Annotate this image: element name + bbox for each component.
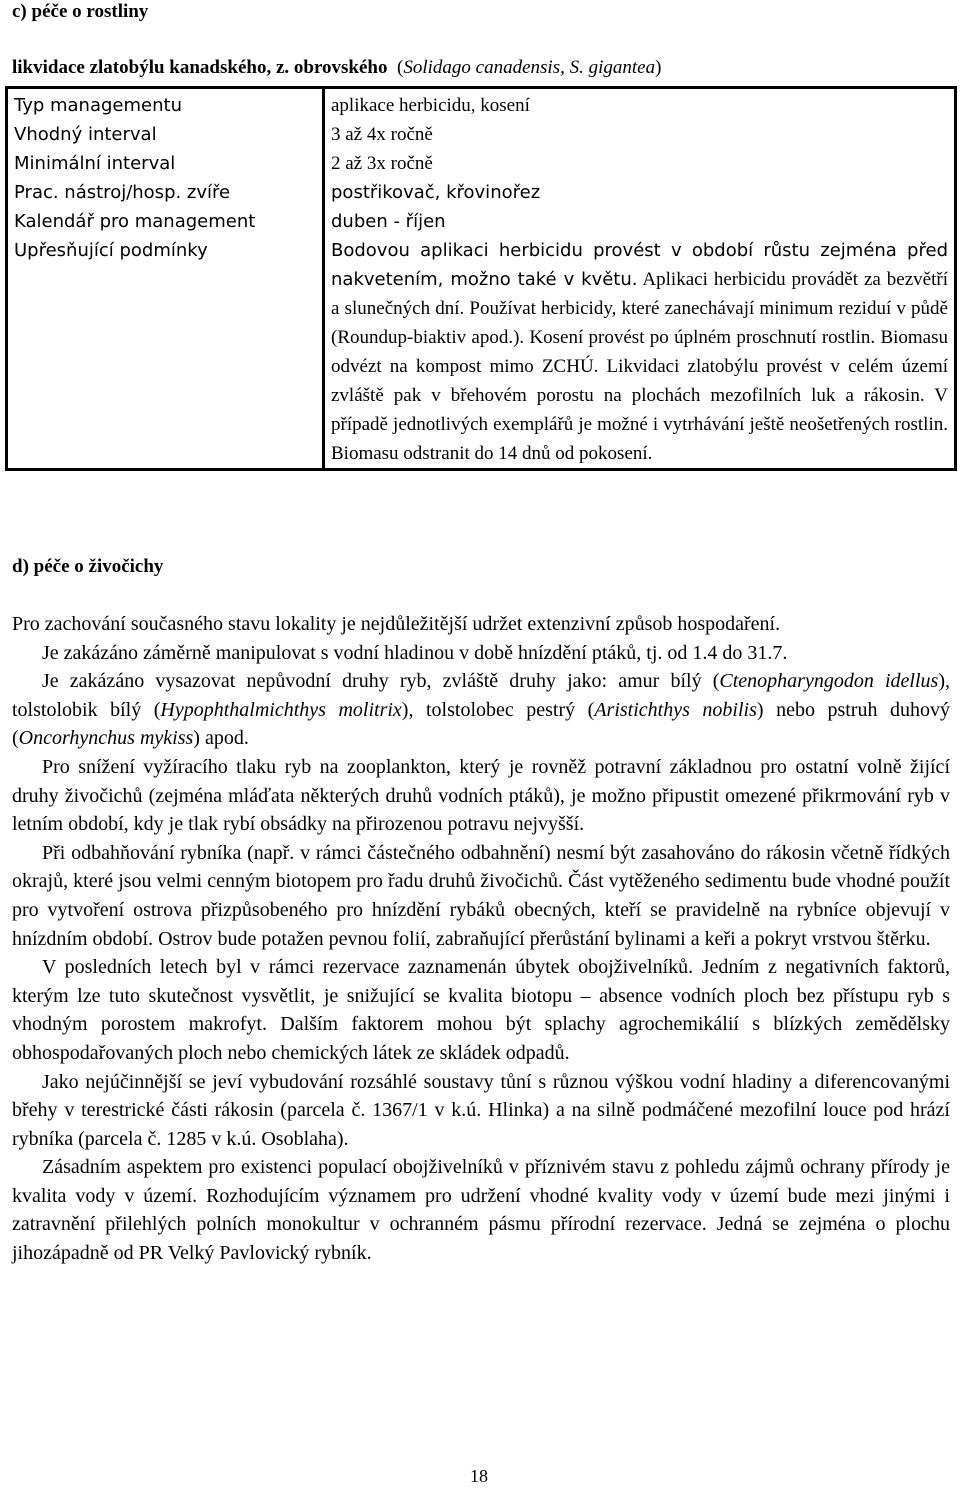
paragraph: V posledních letech byl v rámci rezervace zaznamenán úbytek obojživelníků. Jedním z negativních faktorů, kterým lze tuto skutečnost vysvětlit, je snižující se kvalita biotopu – absence vodních ploch bez přístupu ryb s vhodným porostem makrofyt. Dalším faktorem mohou být splachy agrochemikálií s blízkých zemědělsky obhospodařovaných ploch nebo chemických látek ze skládek odpadů. (12, 956, 950, 1064)
conditions-serif-text: Aplikaci herbicidu provádět za bezvětří a slunečných dní. Používat herbicidy, které zanechávají minimum reziduí v půdě (Roundup-biaktiv apod.). Kosení provést po úplném proschnutí rostlin. Biomasu odvézt na kompost mimo ZCHÚ. Likvidaci zlatobýlu provést v celém území zvláště pak v břehovém porostu na plochách mezofilních luk a rákosin. V případě jednotlivých exemplářů je možné i vytrhávání ještě neošetřených rostlin. Biomasu odstranit do 14 dnů od pokosení. (331, 269, 948, 464)
text-run: ) apod. (193, 727, 249, 750)
row-value: postřikovač, křovinořez (324, 178, 956, 207)
latin-name: Ctenopharyngodon idellus (719, 670, 939, 693)
row-value-conditions (324, 236, 956, 470)
paragraph: Zásadním aspektem pro existenci populací obojživelníků v příznivém stavu z pohledu zájmů ochrany přírody je kvalita vody v území. Rozhodujícím významem pro udržení vhodné kvality vody v území bude mezi jinými i zatravnění přilehlých polních monokultur v ochranném pásmu přírodní rezervace. Jedná se zejména o plochu jihozápadně od PR Velký Pavlovický rybník. (12, 1156, 950, 1265)
row-key: Vhodný interval (14, 124, 157, 145)
row-value: 2 až 3x ročně (324, 149, 956, 178)
species-paren-close: ) (655, 57, 662, 78)
paragraph: Při odbahňování rybníka (např. v rámci částečného odbahnění) nesmí být zasahováno do rákosin včetně řídkých okrajů, které jsou velmi cenným biotopem pro řadu druhů živočichů. Část vytěženého sedimentu bude vhodné použít pro vytvoření ostrova přizpůsobeného pro hnízdění rybáků obecných, kteří se pravidelně na rybníce objevují v hnízdním období. Ostrov bude potažen pevnou folií, zabraňující přerůstání bylinami a keři a pokryt vrstvou štěrku. (12, 841, 950, 950)
text-run: Je zakázáno vysazovat nepůvodní druhy ryb, zvláště druhy jako: amur bílý ( (42, 670, 720, 693)
latin-name: Hypophthalmichthys molitrix (160, 698, 402, 721)
section-c-heading: c) péče o rostliny (12, 1, 149, 22)
text-run: ) nebo pstruh duhový ( (12, 698, 950, 750)
species-paren-open: ( (397, 57, 404, 78)
species-common-name: likvidace zlatobýlu kanadského, z. obrovského (12, 57, 388, 78)
latin-name: Aristichthys nobilis (594, 698, 757, 721)
paragraph-fish (12, 667, 950, 753)
species-title (12, 56, 661, 80)
row-key: Kalendář pro management (14, 211, 256, 232)
paragraph: Je zakázáno záměrně manipulovat s vodní hladinou v době hnízdění ptáků, tj. od 1.4 do 31.7. (42, 641, 788, 664)
table-row (7, 207, 956, 236)
latin-name: Oncorhynchus mykiss (18, 727, 194, 750)
row-value: duben - říjen (324, 207, 956, 236)
table-row (7, 88, 956, 121)
page-number: 18 (470, 1466, 488, 1486)
row-key: Upřesňující podmínky (14, 240, 208, 261)
table-row (7, 178, 956, 207)
row-value: aplikace herbicidu, kosení (324, 88, 956, 121)
paragraph: Pro snížení vyžíracího tlaku ryb na zooplankton, který je rovněž potravní základnou pro ostatní volně žijící druhy živočichů (zejména mláďata některých druhů vodních ptáků), je možno připustit omezené přikrmování ryb v letním období, kdy je tlak rybí obsádky na přirozenou potravu nejvyšší. (12, 755, 950, 836)
table-row (7, 120, 956, 149)
section-d-heading: d) péče o živočichy (12, 556, 164, 577)
table-row (7, 236, 956, 470)
row-key: Typ managementu (14, 95, 182, 116)
management-table (5, 86, 957, 471)
paragraph: Jako nejúčinnější se jeví vybudování rozsáhlé soustavy tůní s různou výškou vodní hladiny a diferencovanými břehy v terestrické části rákosin (parcela č. 1367/1 v k.ú. Hlinka) a na silně podmáčené mezofilní louce pod hrází rybníka (parcela č. 1285 v k.ú. Osoblaha). (12, 1070, 950, 1150)
text-run: ), tolstolobec pestrý ( (401, 698, 595, 721)
row-key: Minimální interval (14, 153, 176, 174)
table-row (7, 149, 956, 178)
row-value: 3 až 4x ročně (324, 120, 956, 149)
paragraph: Pro zachování současného stavu lokality je nejdůležitější udržet extenzivní způsob hospodaření. (12, 613, 781, 635)
text-run: ), tolstolobik bílý ( (12, 670, 950, 721)
conditions-sans-text: Bodovou aplikaci herbicidu provést v období růstu zejména před nakvetením, možno také v květu. (331, 240, 948, 290)
body-text (12, 610, 950, 1268)
row-key: Prac. nástroj/hosp. zvíře (14, 182, 231, 203)
species-latin-name: Solidago canadensis, S. gigantea (403, 57, 656, 78)
